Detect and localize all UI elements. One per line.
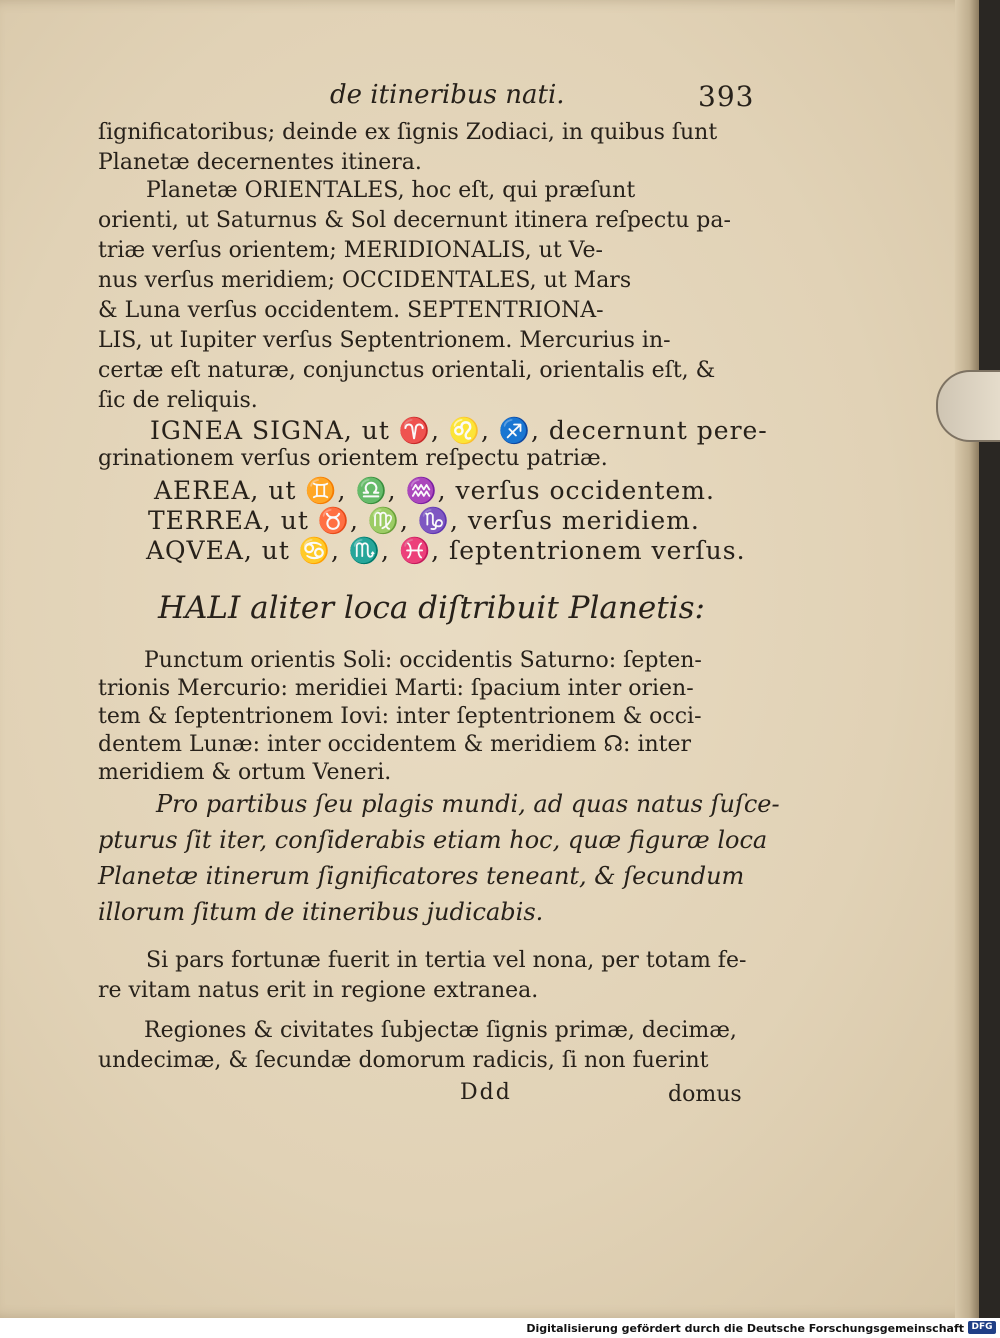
dfg-logo: DFG: [968, 1321, 996, 1334]
text-line: certæ eſt naturæ, conjunctus orientali, orientalis eſt, &: [98, 358, 716, 383]
text-line: ſic de reliquis.: [98, 388, 258, 413]
text-line: AQVEA, ut ♋, ♏, ♓, ſeptentrionem verſus.: [146, 536, 746, 565]
text-line: grinationem verſus orientem reſpectu patriæ.: [98, 446, 608, 471]
book-clasp: [936, 370, 1000, 442]
text-line: orienti, ut Saturnus & Sol decernunt itinera reſpectu pa-: [98, 208, 731, 233]
text-line: Pro partibus ſeu plagis mundi, ad quas natus ſuſce-: [156, 790, 780, 818]
text-line: trionis Mercurio: meridiei Marti: ſpacium inter orien-: [98, 676, 694, 701]
text-line: ſignificatoribus; deinde ex ſignis Zodiaci, in quibus ſunt: [98, 120, 718, 145]
text-line: TERREA, ut ♉, ♍, ♑, verſus meridiem.: [148, 506, 700, 535]
page-edge: [955, 0, 979, 1318]
text-line: pturus ſit iter, conſiderabis etiam hoc, quæ figuræ loca: [98, 826, 768, 854]
text-line: undecimæ, & ſecundæ domorum radicis, ſi non fuerint: [98, 1048, 709, 1073]
text-line: dentem Lunæ: inter occidentem & meridiem ☊: inter: [98, 732, 692, 757]
text-line: Regiones & civitates ſubjectæ ſignis primæ, decimæ,: [144, 1018, 737, 1043]
text-line: Si pars fortunæ fuerit in tertia vel nona, per totam fe-: [146, 948, 747, 973]
digitization-footer: [0, 1318, 1000, 1338]
text-line: & Luna verſus occidentem. SEPTENTRIONA-: [98, 298, 604, 323]
text-line: nus verſus meridiem; OCCIDENTALES, ut Mars: [98, 268, 632, 293]
text-line: LIS, ut Iupiter verſus Septentrionem. Mercurius in-: [98, 328, 671, 353]
running-title: de itineribus nati.: [330, 80, 565, 110]
text-line: AEREA, ut ♊, ♎, ♒, verſus occidentem.: [154, 476, 715, 505]
page-number: 393: [698, 80, 755, 113]
text-line: triæ verſus orientem; MERIDIONALIS, ut Ve-: [98, 238, 603, 263]
funding-credit: Digitalisierung gefördert durch die Deutsche Forschungsgemeinschaft: [526, 1322, 964, 1335]
catchword: domus: [668, 1082, 742, 1107]
text-line: Planetæ decernentes itinera.: [98, 150, 422, 175]
text-line: tem & ſeptentrionem Iovi: inter ſeptentrionem & occi-: [98, 704, 702, 729]
text-line: illorum ſitum de itineribus judicabis.: [98, 898, 544, 926]
text-line: Planetæ ORIENTALES, hoc eſt, qui præſunt: [146, 178, 636, 203]
text-line: meridiem & ortum Veneri.: [98, 760, 392, 785]
section-heading: HALI aliter loca diſtribuit Planetis:: [158, 590, 705, 626]
signature-mark: Ddd: [460, 1080, 512, 1105]
text-line: IGNEA SIGNA, ut ♈, ♌, ♐, decernunt pere-: [150, 416, 768, 445]
text-line: Punctum orientis Soli: occidentis Saturno: ſepten-: [144, 648, 702, 673]
text-line: re vitam natus erit in regione extranea.: [98, 978, 539, 1003]
text-line: Planetæ itinerum ſignificatores teneant, & ſecundum: [98, 862, 745, 890]
